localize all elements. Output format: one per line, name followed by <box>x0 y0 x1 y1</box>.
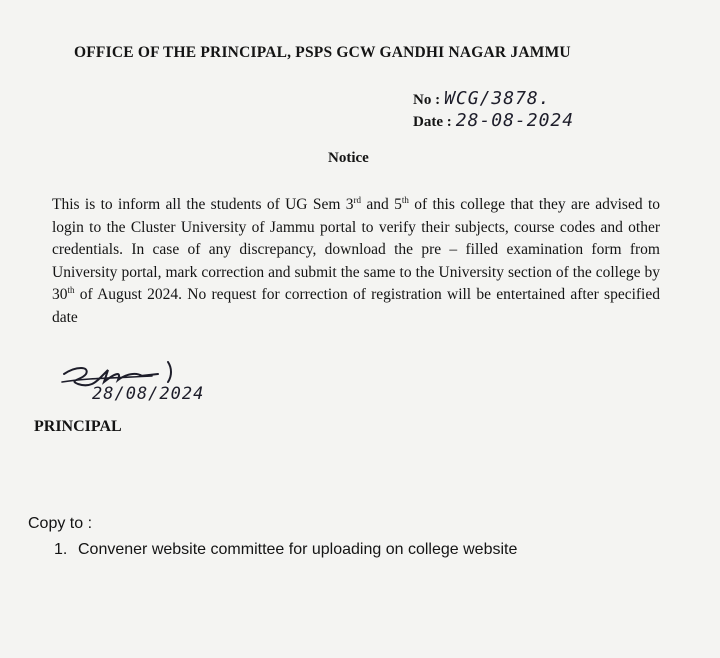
notice-sup-rd: rd <box>353 195 362 205</box>
notice-text-part-1: This is to inform all the students of UG Sem 3 <box>52 196 354 213</box>
office-header: OFFICE OF THE PRINCIPAL, PSPS GCW GANDHI NAGAR JAMMU <box>74 44 571 61</box>
reference-date-row <box>413 110 574 132</box>
signature-date: 28/08/2024 <box>92 384 205 404</box>
notice-text-part-2: and 5 <box>361 196 402 213</box>
reference-date-label: Date : <box>413 114 452 130</box>
reference-number-label: No : <box>413 92 441 108</box>
reference-date-value: 28-08-2024 <box>455 110 575 131</box>
reference-number-row <box>413 88 574 110</box>
copy-to-list <box>54 541 517 559</box>
notice-sup-th: th <box>401 195 409 205</box>
notice-title: Notice <box>328 150 369 166</box>
notice-paragraph <box>40 194 660 330</box>
notice-text-part-3: of this college that they are advised to login to the Cluster University of Jammu portal to verify their subjects, course codes and other credentials. In case of any discrepancy, download the pre – filled examination form from University portal, mark correction and submit the same to the University section of the college by 30 <box>52 196 661 304</box>
notice-text-part-4: of August 2024. No request for correction of registration will be entertained after specified date <box>52 286 660 326</box>
list-item-text: Convener website committee for uploading on college website <box>78 541 518 558</box>
list-item <box>54 541 517 559</box>
list-item-number: 1. <box>54 541 68 558</box>
principal-designation: PRINCIPAL <box>34 418 122 435</box>
reference-number-value: WCG/3878. <box>444 88 551 109</box>
reference-block <box>413 88 574 132</box>
notice-sup-th-date: th <box>67 285 75 296</box>
notice-body <box>40 194 660 330</box>
copy-to-label: Copy to : <box>28 515 93 532</box>
